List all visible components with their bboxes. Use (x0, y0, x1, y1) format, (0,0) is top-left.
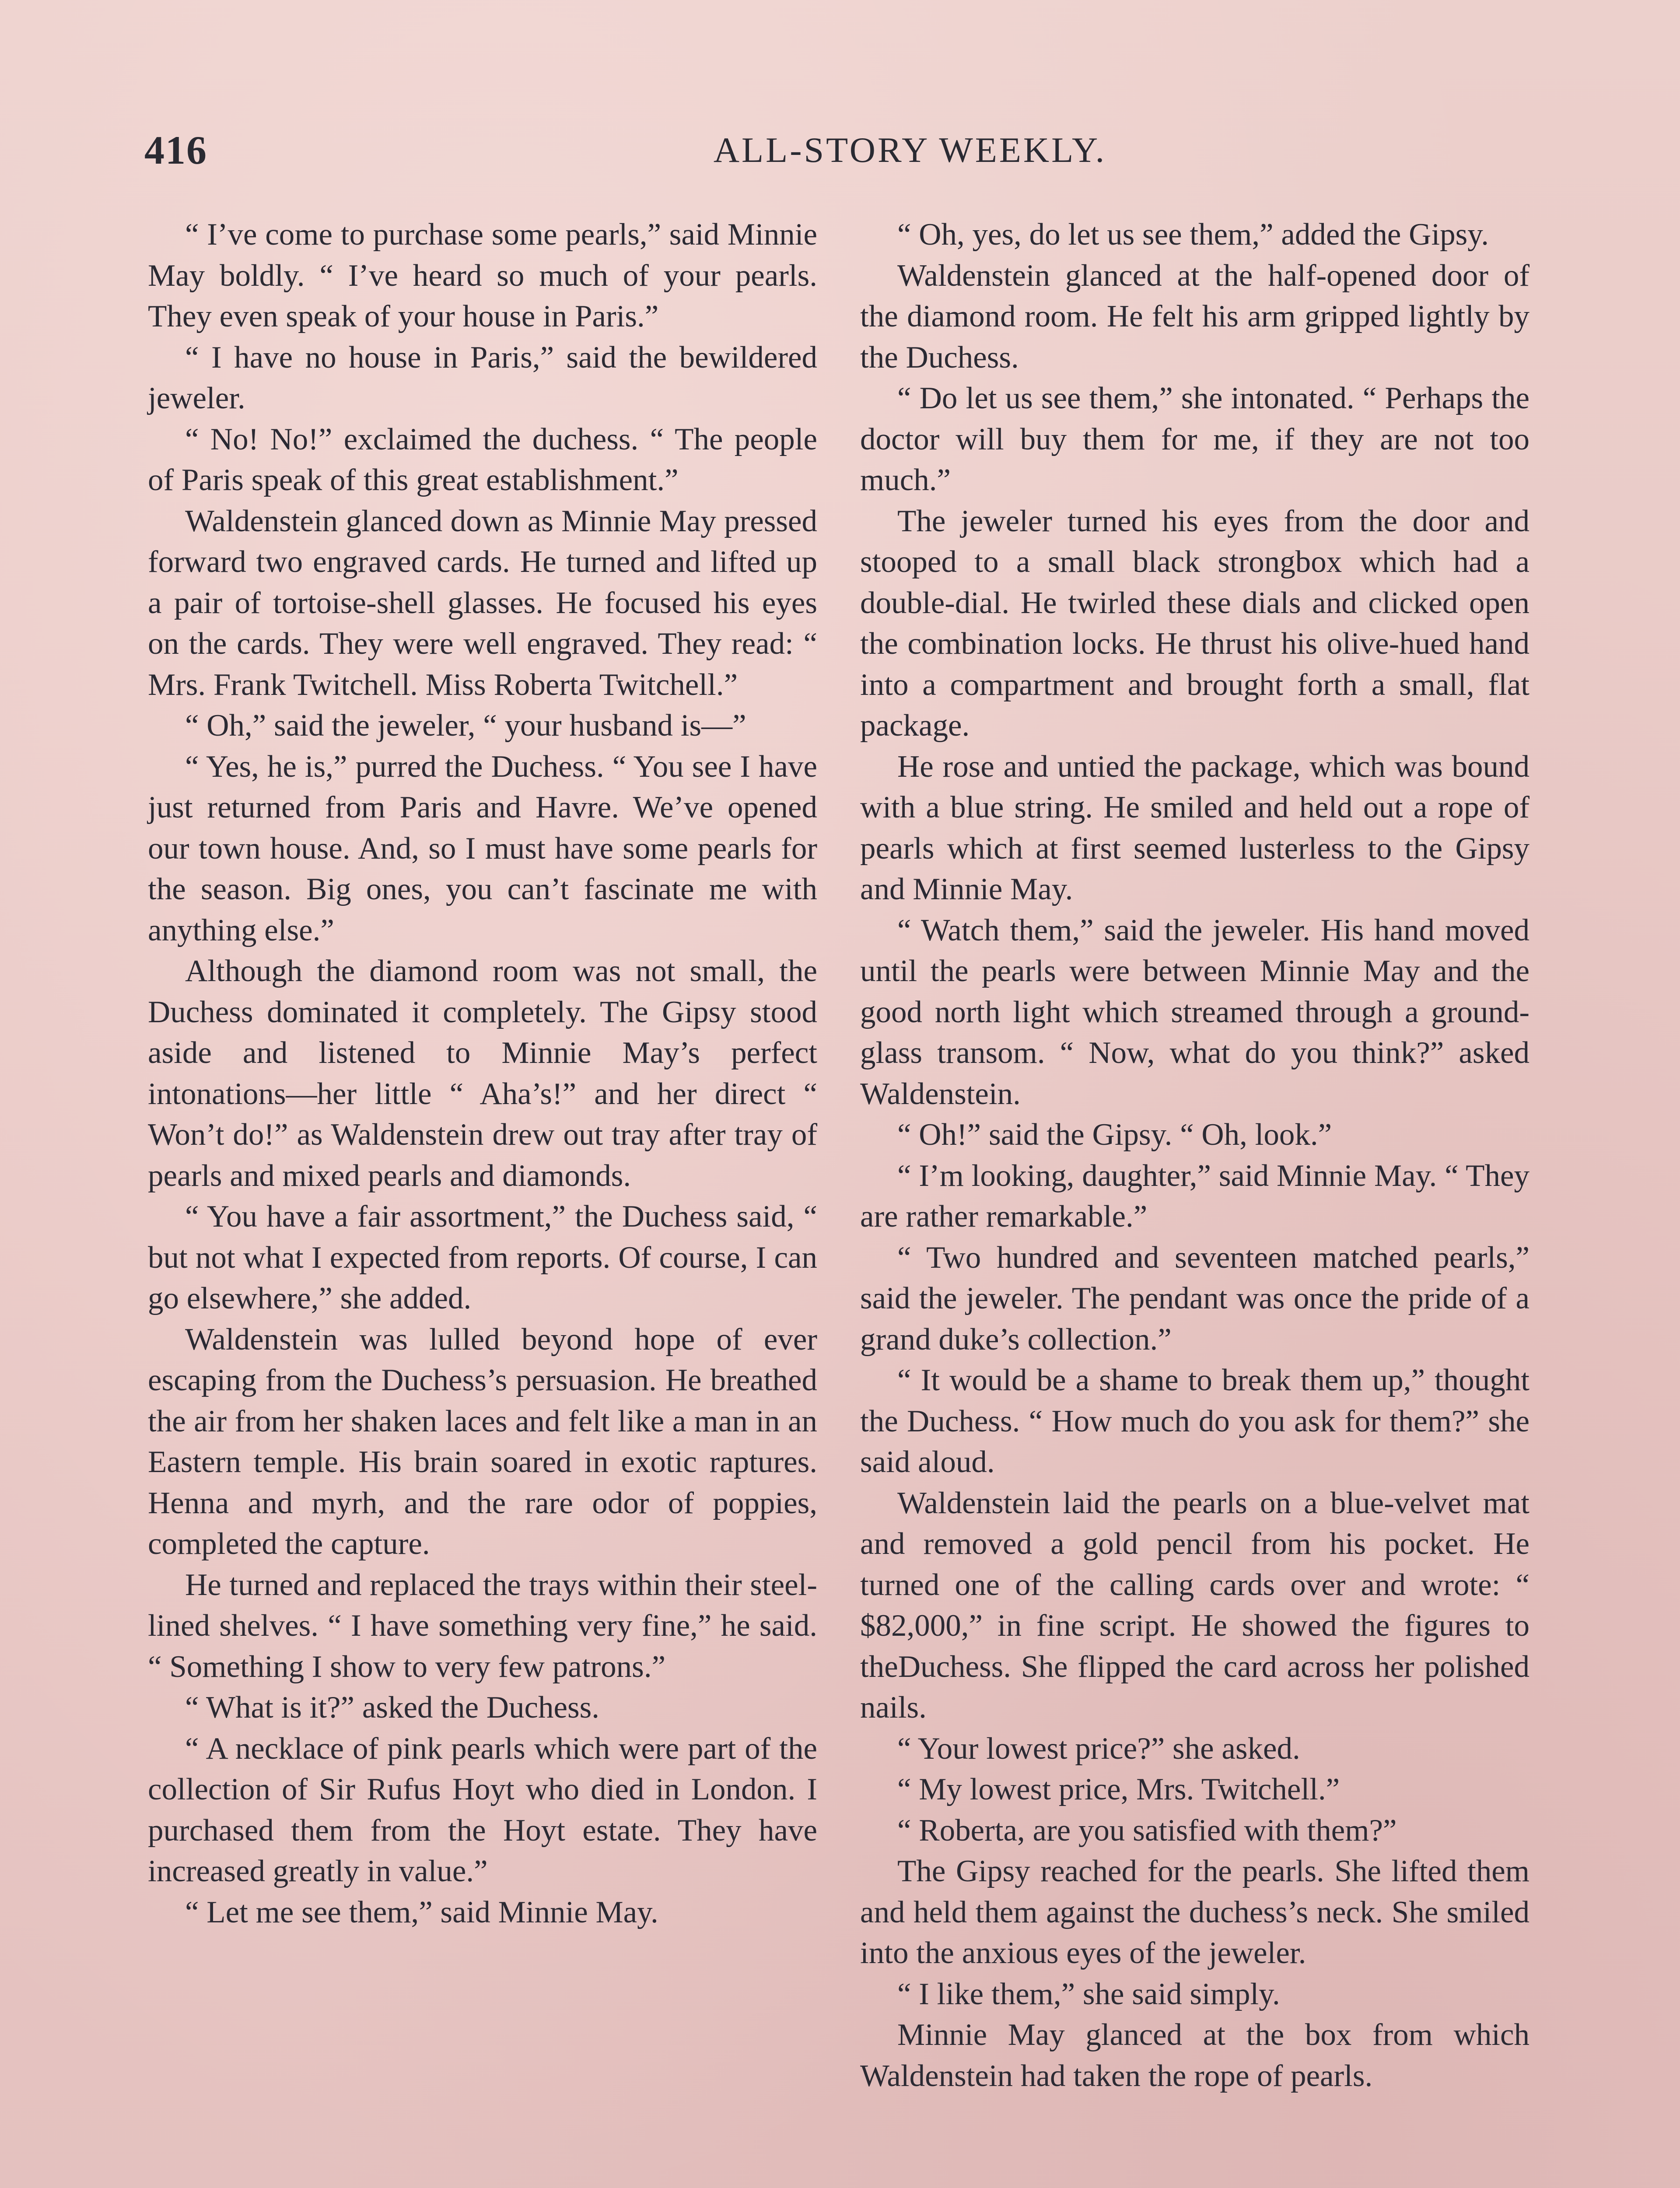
paragraph: “ I like them,” she said simply. (897, 1977, 1280, 2011)
paragraph: Waldenstein glanced at the half-opened door of the diamond room. He felt his arm gripped lightly by the Duchess. (860, 258, 1530, 375)
paragraph: “ I’m looking, daughter,” said Minnie May. “ They are rather remarkable.” (860, 1158, 1530, 1234)
paragraph: “ It would be a shame to break them up,” thought the Duchess. “ How much do you ask for them?” she said aloud. (860, 1363, 1530, 1479)
paragraph: “ A necklace of pink pearls which were part of the collection of Sir Rufus Hoyt who died in London. I purchased them from the Hoyt estate. They have increased greatly in value.” (148, 1731, 817, 1888)
paragraph: The jeweler turned his eyes from the door and stooped to a small black strongbox which had a double-dial. He twirled these dials and clicked open the combination locks. He thrust his olive-hued hand into a compartment and brought forth a small, flat package. (860, 504, 1530, 743)
paragraph: Waldenstein was lulled beyond hope of ever escaping from the Duchess’s persuasion. He breathed the air from her shaken laces and felt like a man in an Eastern temple. His brain soared in exotic raptures. Henna and myrh, and the rare odor of poppies, completed the capture. (148, 1322, 817, 1561)
paragraph: “ Oh, yes, do let us see them,” added the Gipsy. (897, 217, 1489, 252)
paragraph: “ What is it?” asked the Duchess. (185, 1690, 600, 1725)
paragraph: Waldenstein glanced down as Minnie May pressed forward two engraved cards. He turned and lifted up a pair of tortoise-shell glasses. He focused his eyes on the cards. They were well engraved. They read: “ Mrs. Frank Twitchell. Miss Roberta Twitchell.” (148, 504, 817, 702)
paragraph: “ Do let us see them,” she intonated. “ Perhaps the doctor will buy them for me, if they are not too much.” (860, 381, 1530, 497)
paragraph: He rose and untied the package, which was bound with a blue string. He smiled and held out a rope of pearls which at first seemed lusterless to the Gipsy and Minnie May. (860, 749, 1530, 906)
paragraph: “ Let me see them,” said Minnie May. (185, 1895, 658, 1929)
paragraph: “ Roberta, are you satisfied with them?” (897, 1813, 1397, 1848)
paragraph: “ Watch them,” said the jeweler. His hand moved until the pearls were between Minnie May and the good north light which streamed through a ground-glass transom. “ Now, what do you think?” asked Waldenstein. (860, 913, 1530, 1111)
paragraph: “ I’ve come to purchase some pearls,” said Minnie May boldly. “ I’ve heard so much of your pearls. They even speak of your house in Paris.” (148, 217, 817, 333)
paragraph: Minnie May glanced at the box from which Waldenstein had taken the rope of pearls. (860, 2018, 1530, 2093)
right-column (860, 214, 1530, 2097)
running-title: ALL-STORY WEEKLY. (713, 130, 1107, 170)
page-header (144, 127, 1544, 179)
paragraph: He turned and replaced the trays within their steel-lined shelves. “ I have something very fine,” he said. “ Something I show to very few patrons.” (148, 1567, 817, 1684)
paragraph: Although the diamond room was not small, the Duchess dominated it completely. The Gipsy stood aside and listened to Minnie May’s perfect intonations—her little “ Aha’s!” and her direct “ Won’t do!” as Waldenstein drew out tray after tray of pearls and mixed pearls and diamonds. (148, 954, 817, 1193)
paragraph: “ You have a fair assortment,” the Duchess said, “ but not what I expected from reports. Of course, I can go elsewhere,” she added. (148, 1199, 817, 1315)
paragraph: “ Your lowest price?” she asked. (897, 1731, 1300, 1766)
paragraph: The Gipsy reached for the pearls. She lifted them and held them against the duchess’s neck. She smiled into the anxious eyes of the jeweler. (860, 1854, 1530, 1970)
paragraph: “ Yes, he is,” purred the Duchess. “ You see I have just returned from Paris and Havre. We’ve opened our town house. And, so I must have some pearls for the season. Big ones, you can’t fascinate me with anything else.” (148, 749, 817, 947)
paragraph: “ My lowest price, Mrs. Twitchell.” (897, 1772, 1340, 1806)
paragraph: “ Two hundred and seventeen matched pearls,” said the jeweler. The pendant was once the pride of a grand duke’s collection.” (860, 1240, 1530, 1357)
paragraph: “ I have no house in Paris,” said the bewildered jeweler. (148, 340, 817, 415)
paragraph: “ Oh!” said the Gipsy. “ Oh, look.” (897, 1118, 1332, 1152)
paragraph: Waldenstein laid the pearls on a blue-velvet mat and removed a gold pencil from his pocket. He turned one of the calling cards over and wrote: “ $82,000,” in fine script. He showed the figures to theDuchess. She flipped the card across her polished nails. (860, 1486, 1530, 1725)
paragraph: “ Oh,” said the jeweler, “ your husband is—” (185, 708, 746, 743)
paragraph: “ No! No!” exclaimed the duchess. “ The people of Paris speak of this great establishment.” (148, 422, 817, 497)
page-number: 416 (144, 128, 207, 172)
left-column (148, 214, 817, 1933)
